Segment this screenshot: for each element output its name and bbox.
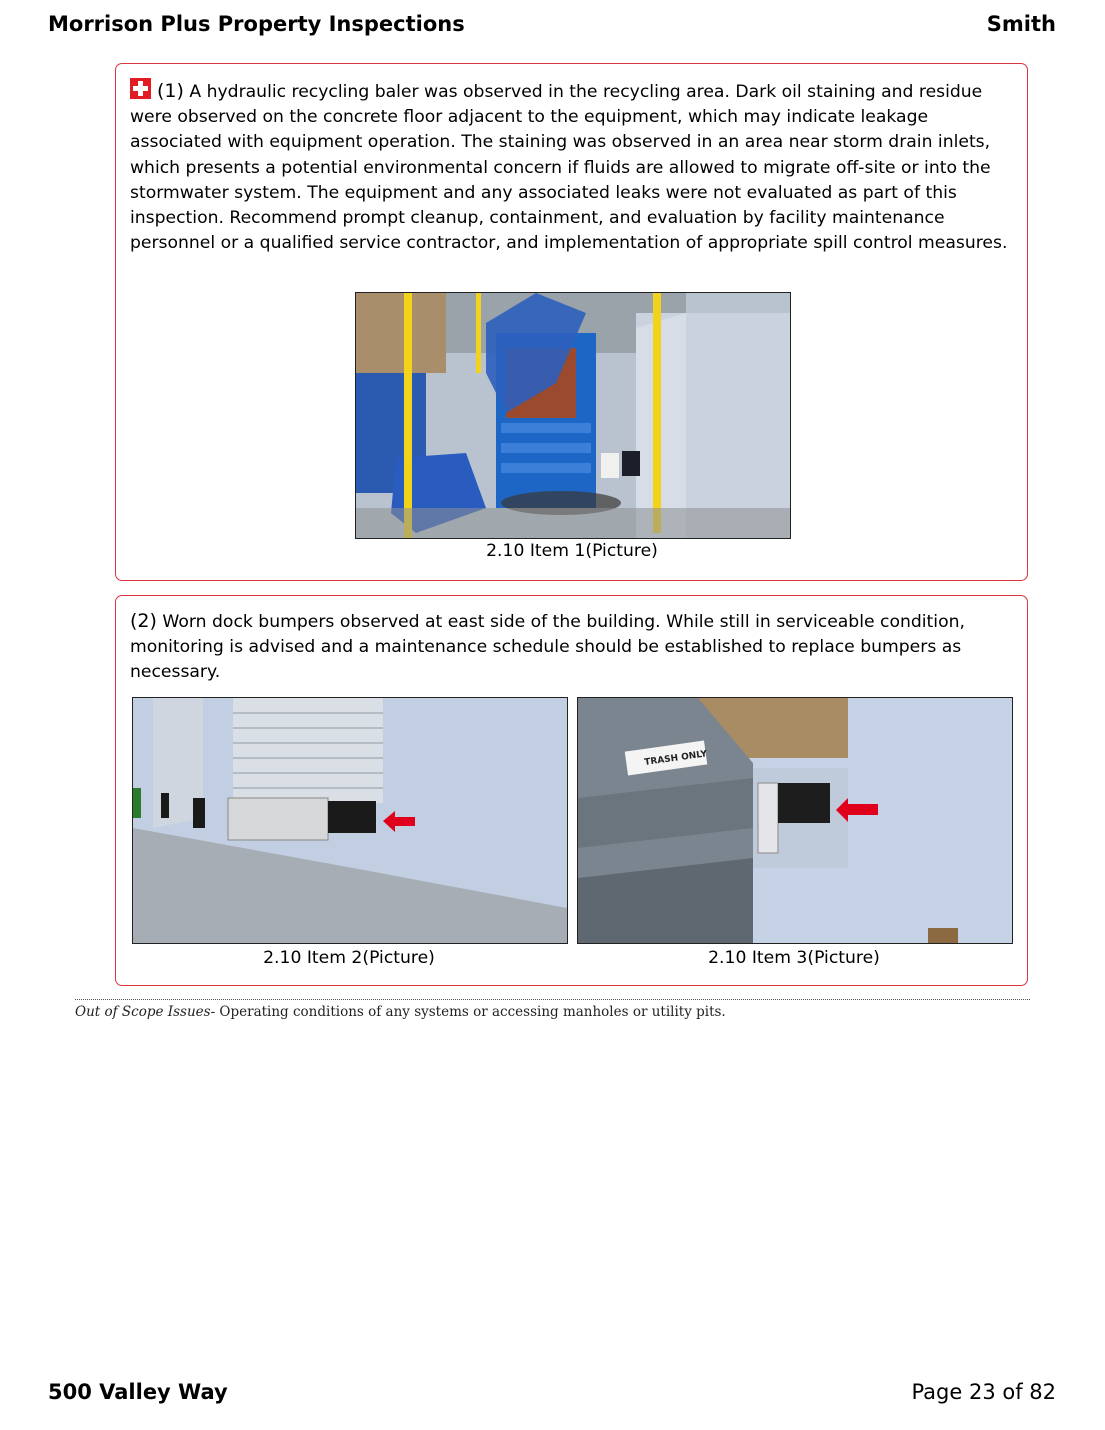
property-address: 500 Valley Way <box>48 1380 228 1404</box>
item-1-number: (1) <box>157 80 184 102</box>
dock-bumper-photo-2 <box>577 697 1013 944</box>
red-cross-flag-icon <box>130 78 151 99</box>
trash-only-sign: TRASH ONLY <box>643 749 708 768</box>
picture-1-caption: 2.10 Item 1(Picture) <box>486 541 658 561</box>
baler-photo-illustration <box>356 293 790 538</box>
baler-photo <box>355 292 791 539</box>
item-2-description: Worn dock bumpers observed at east side of the building. While still in serviceable condition, monitoring is advised and a maintenance schedule should be established to replace bumpers as necessary. <box>130 612 965 683</box>
out-of-scope-label: Out of Scope Issues <box>75 1004 211 1020</box>
client-name: Smith <box>986 12 1056 36</box>
picture-3-caption: 2.10 Item 3(Picture) <box>708 948 880 968</box>
section-divider <box>75 999 1030 1000</box>
item-box-2 <box>115 595 1028 986</box>
item-2-text-block <box>130 609 1015 686</box>
out-of-scope-note <box>75 1004 726 1020</box>
dock-bumper-photo-1 <box>132 697 568 944</box>
out-of-scope-text: - Operating conditions of any systems or accessing manholes or utility pits. <box>210 1004 726 1020</box>
page-number: Page 23 of 82 <box>911 1380 1056 1404</box>
dock-bumper-photo-2-illustration <box>578 698 1012 943</box>
picture-2-caption: 2.10 Item 2(Picture) <box>263 948 435 968</box>
item-1-description: A hydraulic recycling baler was observed in the recycling area. Dark oil staining and residue were observed on the concrete floor adjacent to the equipment, which may indicate leakage associated with equipment operation. The staining was observed in an area near storm drain inlets, which presents a potential environmental concern if fluids are allowed to migrate off-site or into the stormwater system. The equipment and any associated leaks were not evaluated as part of this inspection. Recommend prompt cleanup, containment, and evaluation by facility maintenance personnel or a qualified service contractor, and implementation of appropriate spill control measures. <box>130 82 1008 254</box>
dock-bumper-photo-1-illustration <box>133 698 567 943</box>
item-1-text-block <box>130 78 1015 256</box>
company-name: Morrison Plus Property Inspections <box>48 12 465 36</box>
item-2-number: (2) <box>130 610 157 632</box>
item-box-1 <box>115 63 1028 581</box>
